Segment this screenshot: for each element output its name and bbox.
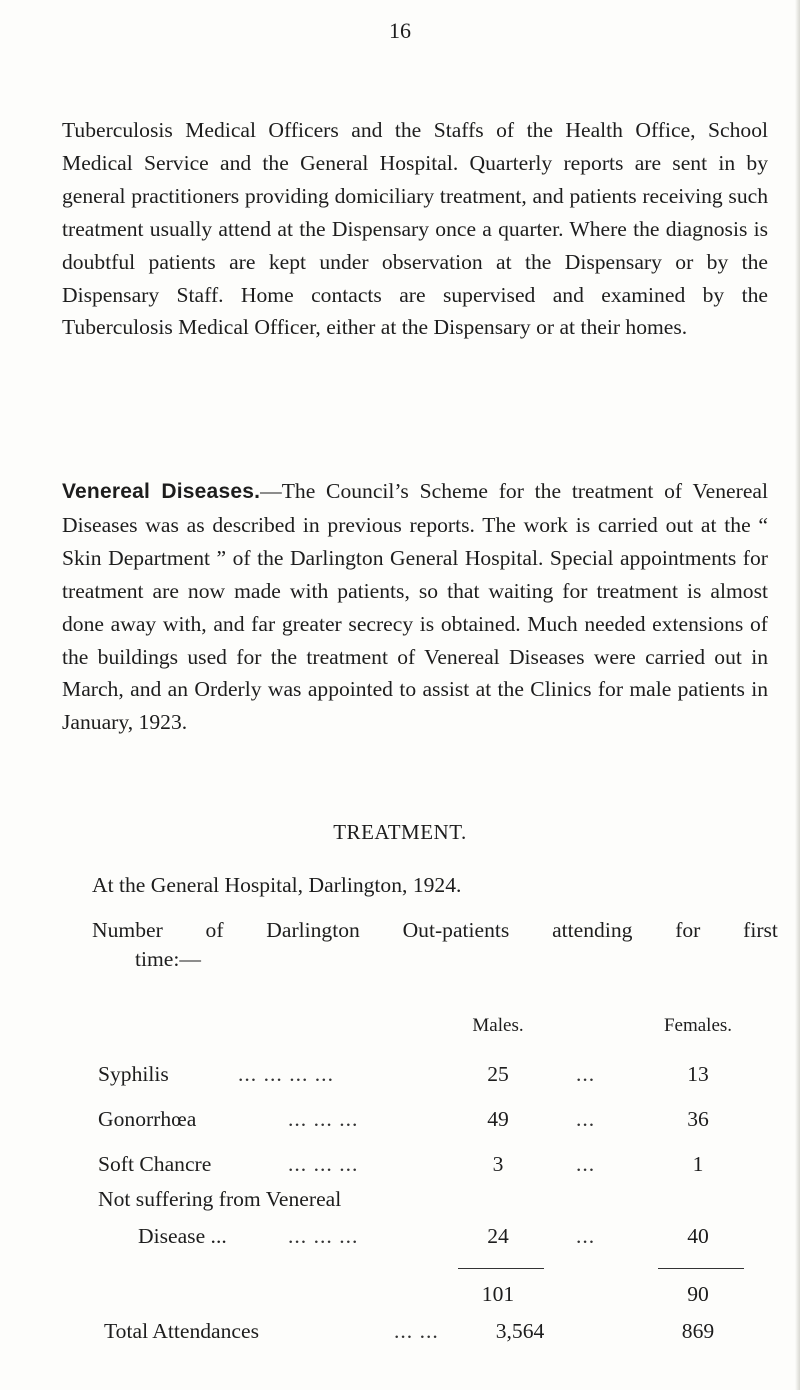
males-value: 3	[492, 1152, 504, 1176]
number-line-continuation: time:—	[135, 947, 201, 971]
males-attendances: 3,564	[495, 1319, 545, 1343]
table-row	[98, 1152, 758, 1184]
males-value: 49	[487, 1107, 509, 1131]
table-row	[98, 1062, 758, 1094]
males-value: 25	[487, 1062, 509, 1086]
females-column-header: Females.	[663, 1015, 733, 1036]
attendances-row	[98, 1319, 758, 1351]
leader-dots: ...	[576, 1152, 596, 1176]
number-word: first	[743, 918, 778, 942]
females-attendances: 869	[681, 1319, 715, 1343]
males-value: 24	[487, 1224, 509, 1248]
females-value: 13	[687, 1062, 709, 1086]
number-line	[92, 918, 778, 943]
leader-dots: ... ...	[394, 1319, 439, 1343]
males-total: 101	[481, 1282, 515, 1306]
leader-dots: ...	[576, 1062, 596, 1086]
row-label: Soft Chancre	[98, 1152, 212, 1176]
females-value: 1	[692, 1152, 704, 1176]
females-value: 36	[687, 1107, 709, 1131]
number-word: of	[205, 918, 224, 942]
treatment-location: At the General Hospital, Darlington, 1924.	[92, 873, 462, 897]
venereal-heading: Venereal Diseases.	[62, 480, 261, 503]
leader-dots: ... ... ...	[288, 1152, 359, 1176]
number-word: attending	[552, 918, 633, 942]
leader-dots: ... ... ... ...	[238, 1062, 334, 1086]
table-row	[98, 1107, 758, 1139]
leader-dots: ... ... ...	[288, 1107, 359, 1131]
attendances-label: Total Attendances	[104, 1319, 259, 1343]
totals-row	[98, 1282, 758, 1314]
venereal-paragraph	[62, 475, 768, 739]
females-total: 90	[687, 1282, 709, 1306]
row-label: Gonorrhœa	[98, 1107, 197, 1131]
number-word: for	[675, 918, 701, 942]
venereal-body: —The Council’s Scheme for the treatment of Venereal Diseases was as described in previous reports. The work is carried out at the “ Skin Department ” of the Darlington General Hospital. Special appointments for treatment are now made with patients, so that waiting for treatment is almost done away with, and far greater secrecy is obtained. Much needed extensions of the buildings used for the treatment of Venereal Diseases were carried out in March, and an Orderly was appointed to assist at the Clinics for male patients in January, 1923.	[62, 479, 769, 735]
males-column-header: Males.	[472, 1015, 524, 1036]
leader-dots: ...	[576, 1107, 596, 1131]
page-edge-shadow	[795, 0, 800, 1390]
table-row	[98, 1187, 758, 1219]
row-label: Syphilis	[98, 1062, 169, 1086]
leader-dots: ... ... ...	[288, 1224, 359, 1248]
number-word: Out-patients	[402, 918, 510, 942]
females-value: 40	[687, 1224, 709, 1248]
row-label: Disease ...	[138, 1224, 227, 1248]
table-row	[98, 1224, 758, 1256]
number-word: Darlington	[266, 918, 360, 942]
females-sum-rule	[658, 1268, 744, 1269]
table-header-row	[98, 1015, 758, 1047]
tuberculosis-paragraph: Tuberculosis Medical Officers and the Staffs of the Health Office, School Medical Service and the General Hospital. Quarterly reports are sent in by general practitioners providing domiciliary treatment, and patients receiving such treatment usually attend at the Dispensary once a quarter. Where the diagnosis is doubtful patients are kept under observation at the Dispensary or by the Dispensary Staff. Home contacts are supervised and examined by the Tuberculosis Medical Officer, either at the Dispensary or at their homes.	[62, 118, 768, 340]
page-number: 16	[389, 18, 411, 43]
leader-dots: ...	[576, 1224, 596, 1248]
number-word: Number	[92, 918, 163, 942]
males-sum-rule	[458, 1268, 544, 1269]
treatment-title: TREATMENT.	[333, 820, 467, 844]
row-label: Not suffering from Venereal	[98, 1187, 342, 1211]
